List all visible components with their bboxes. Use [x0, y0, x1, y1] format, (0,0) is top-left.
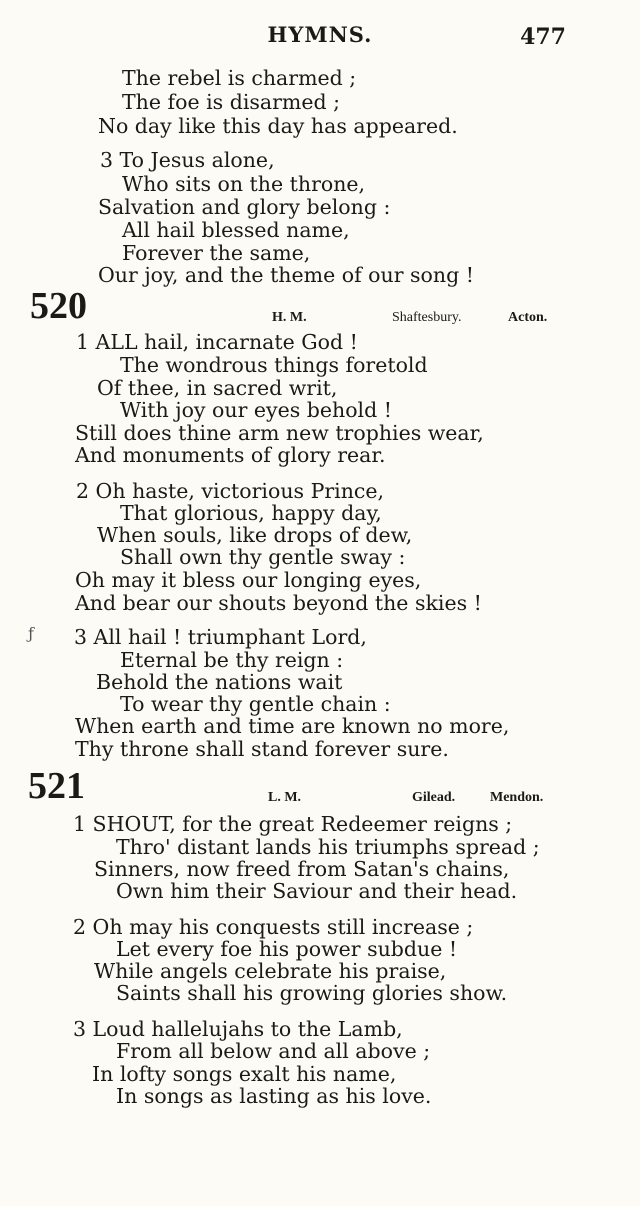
- verse-line: From all below and all above ;: [116, 1039, 431, 1063]
- verse-line: 3 All hail ! triumphant Lord,: [74, 625, 367, 649]
- verse-line: Thro' distant lands his triumphs spread ;: [116, 835, 540, 859]
- margin-mark: ƒ: [28, 624, 34, 643]
- verse-line: Behold the nations wait: [96, 670, 343, 694]
- verse-line: Who sits on the throne,: [122, 172, 366, 196]
- tune-name: Gilead.: [412, 790, 456, 805]
- verse-line: With joy our eyes behold !: [120, 398, 392, 422]
- verse-line: When earth and time are known no more,: [75, 714, 510, 738]
- verse-line: While angels celebrate his praise,: [94, 959, 447, 983]
- hymn-number: 520: [30, 285, 87, 327]
- verse-line: Own him their Saviour and their head.: [116, 879, 518, 903]
- verse-line: Thy throne shall stand forever sure.: [75, 737, 449, 761]
- verse-line: The foe is disarmed ;: [122, 90, 341, 114]
- verse-line: 1 ALL hail, incarnate God !: [76, 330, 358, 354]
- verse-line: No day like this day has appeared.: [98, 114, 458, 138]
- verse-line: And monuments of glory rear.: [75, 443, 386, 467]
- verse-line: All hail blessed name,: [122, 218, 350, 242]
- verse-line: Our joy, and the theme of our song !: [98, 263, 474, 287]
- verse-line: In lofty songs exalt his name,: [92, 1062, 397, 1086]
- tune-name: Shaftesbury.: [392, 310, 462, 325]
- verse-line: 3 To Jesus alone,: [100, 148, 275, 172]
- verse-line: Salvation and glory belong :: [98, 195, 391, 219]
- verse-line: And bear our shouts beyond the skies !: [75, 591, 482, 615]
- verse-line: 1 SHOUT, for the great Redeemer reigns ;: [73, 812, 513, 836]
- verse-line: Let every foe his power subdue !: [116, 937, 458, 961]
- running-header: HYMNS.: [267, 22, 373, 47]
- hymn-number: 521: [28, 765, 85, 807]
- verse-line: The wondrous things foretold: [120, 353, 428, 377]
- verse-line: When souls, like drops of dew,: [97, 523, 413, 547]
- verse-line: Sinners, now freed from Satan's chains,: [94, 857, 510, 881]
- verse-line: Still does thine arm new trophies wear,: [75, 421, 484, 445]
- page-number: 477: [520, 24, 566, 50]
- verse-line: In songs as lasting as his love.: [116, 1084, 432, 1108]
- verse-line: 3 Loud hallelujahs to the Lamb,: [73, 1017, 403, 1041]
- verse-line: Forever the same,: [122, 241, 311, 265]
- verse-line: Shall own thy gentle sway :: [120, 545, 406, 569]
- tune-name: Mendon.: [490, 790, 544, 805]
- verse-line: 2 Oh may his conquests still increase ;: [73, 915, 474, 939]
- hymn-meter: L. M.: [268, 790, 302, 805]
- verse-line: Saints shall his growing glories show.: [116, 981, 508, 1005]
- verse-line: Oh may it bless our longing eyes,: [75, 568, 422, 592]
- verse-line: The rebel is charmed ;: [122, 66, 357, 90]
- verse-line: That glorious, happy day,: [120, 501, 382, 525]
- verse-line: To wear thy gentle chain :: [120, 692, 391, 716]
- verse-line: Of thee, in sacred writ,: [97, 376, 338, 400]
- hymn-meter: H. M.: [272, 310, 307, 325]
- verse-line: 2 Oh haste, victorious Prince,: [76, 479, 385, 503]
- verse-line: Eternal be thy reign :: [120, 648, 344, 672]
- tune-name: Acton.: [508, 310, 548, 325]
